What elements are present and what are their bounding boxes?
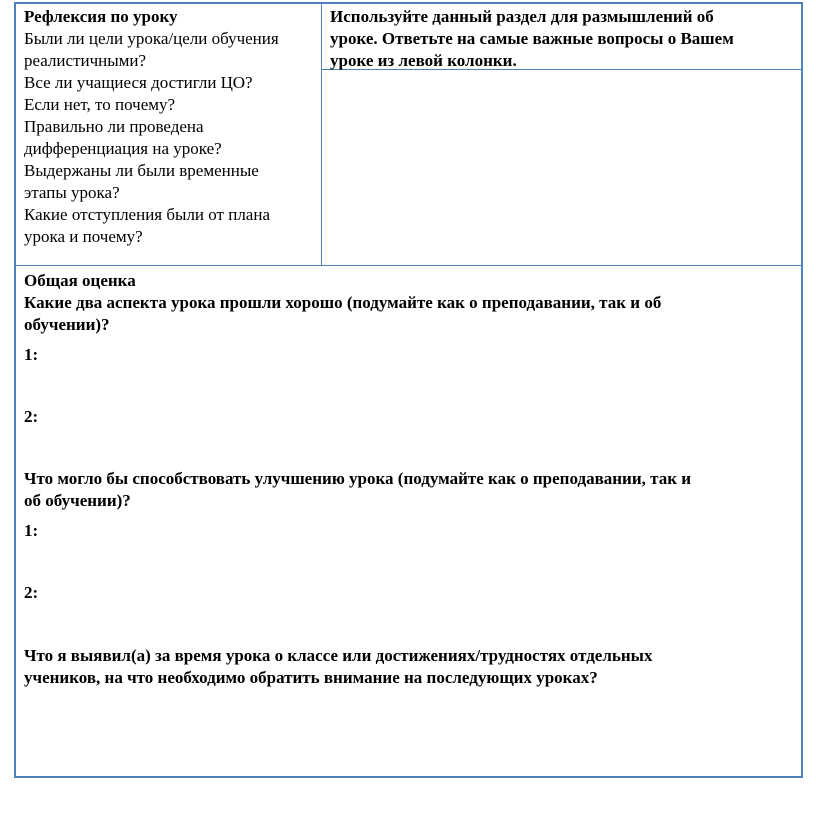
question-2-line: об обучении)? (24, 491, 131, 510)
reflection-answer-area[interactable] (322, 70, 801, 266)
question-line: Какие отступления были от плана (24, 205, 270, 224)
answer-1-2-label: 2: (24, 407, 39, 426)
reflection-title: Рефлексия по уроку (24, 7, 178, 26)
question-line: реалистичными? (24, 51, 147, 70)
question-line: урока и почему? (24, 227, 143, 246)
question-1-line: обучении)? (24, 315, 110, 334)
instruction-line: уроке. Ответьте на самые важные вопросы о Вашем (330, 29, 734, 48)
answer-1-1-label: 1: (24, 345, 39, 364)
overall-assessment-cell (16, 266, 801, 776)
question-3-line: учеников, на что необходимо обратить внимание на последующих уроках? (24, 668, 598, 687)
question-2-line: Что могло бы способствовать улучшению урока (подумайте как о преподавании, так и (24, 469, 692, 488)
reflection-table (14, 2, 803, 778)
instruction-line: уроке из левой колонки. (330, 51, 517, 70)
question-1-line: Какие два аспекта урока прошли хорошо (подумайте как о преподавании, так и об (24, 293, 662, 312)
question-3-line: Что я выявил(а) за время урока о классе или достижениях/трудностях отдельных (24, 646, 653, 665)
question-line: Все ли учащиеся достигли ЦО? (24, 73, 253, 92)
question-line: этапы урока? (24, 183, 120, 202)
instruction-line: Используйте данный раздел для размышлений об (330, 7, 714, 26)
answer-2-2-label: 2: (24, 583, 39, 602)
question-line: Были ли цели урока/цели обучения (24, 29, 279, 48)
instructions-cell (322, 4, 801, 70)
question-line: Если нет, то почему? (24, 95, 176, 114)
overall-assessment-title: Общая оценка (24, 271, 136, 290)
answer-2-1-label: 1: (24, 521, 39, 540)
reflection-questions-cell (16, 4, 322, 266)
question-line: Правильно ли проведена (24, 117, 204, 136)
question-line: Выдержаны ли были временные (24, 161, 259, 180)
question-line: дифференциация на уроке? (24, 139, 222, 158)
